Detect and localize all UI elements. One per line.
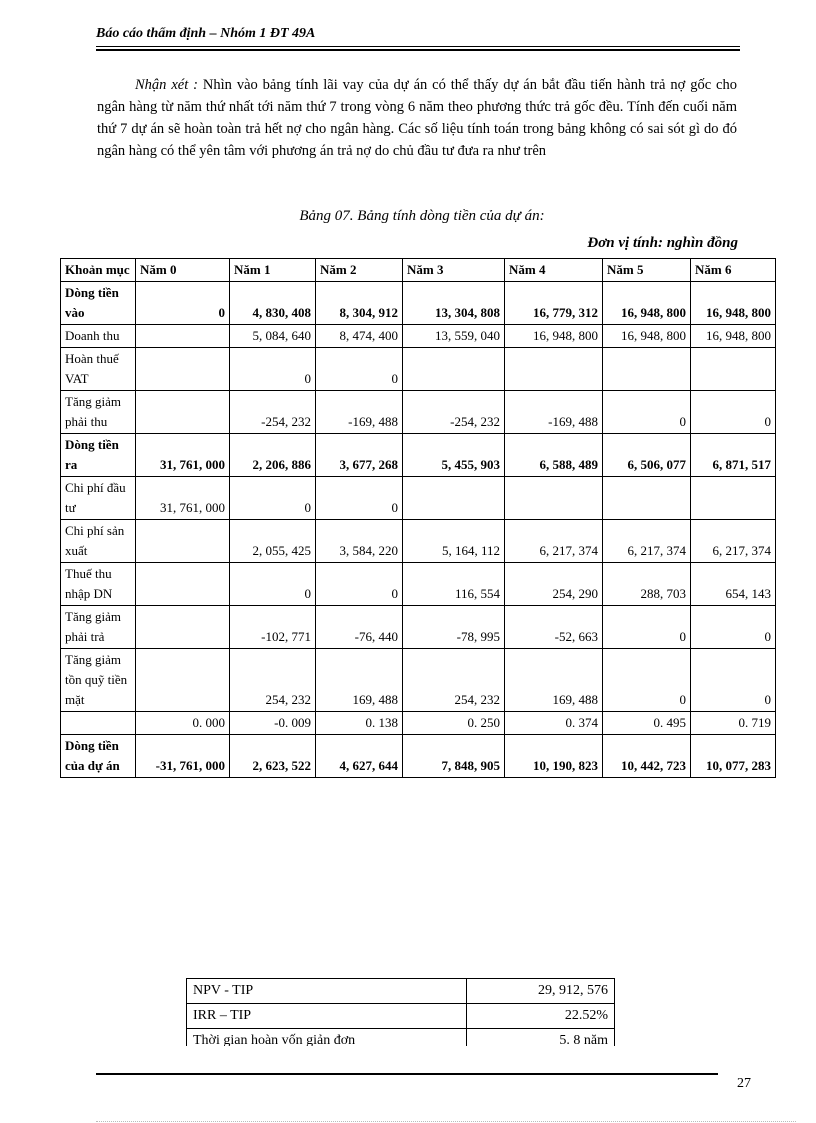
cell-value: 0. 250 [403, 712, 505, 735]
cell-value: 169, 488 [316, 649, 403, 712]
cell-value: 0. 719 [691, 712, 776, 735]
cell-value: 2, 206, 886 [230, 434, 316, 477]
column-header: Năm 3 [403, 259, 505, 282]
cell-value: 4, 627, 644 [316, 735, 403, 778]
cell-value [136, 649, 230, 712]
cell-value: -169, 488 [316, 391, 403, 434]
table-row [61, 325, 776, 348]
row-label [61, 712, 136, 735]
cell-value [603, 477, 691, 520]
cell-value: -102, 771 [230, 606, 316, 649]
column-header: Năm 1 [230, 259, 316, 282]
cell-value: 2, 055, 425 [230, 520, 316, 563]
header-rule-thick [96, 49, 740, 51]
cell-value: 3, 677, 268 [316, 434, 403, 477]
table-header-row [61, 259, 776, 282]
row-label: Dòng tiền vào [61, 282, 136, 325]
cell-value: 0 [316, 563, 403, 606]
summary-label: NPV - TIP [187, 979, 467, 1004]
cell-value: 0 [691, 606, 776, 649]
cell-value: 254, 290 [505, 563, 603, 606]
cell-value: 6, 871, 517 [691, 434, 776, 477]
cell-value: 0. 138 [316, 712, 403, 735]
table-row [61, 282, 776, 325]
cell-value: -0. 009 [230, 712, 316, 735]
table-row [61, 712, 776, 735]
cell-value: -169, 488 [505, 391, 603, 434]
page-bottom-border [96, 1121, 796, 1122]
cell-value: 0 [230, 563, 316, 606]
cell-value: -78, 995 [403, 606, 505, 649]
cell-value: 0. 495 [603, 712, 691, 735]
table-row [61, 391, 776, 434]
row-label: Chi phí đầu tư [61, 477, 136, 520]
row-label: Tăng giảm phải trả [61, 606, 136, 649]
column-header: Năm 6 [691, 259, 776, 282]
cell-value: 0 [230, 477, 316, 520]
comment-paragraph [97, 74, 737, 162]
cell-value: 6, 506, 077 [603, 434, 691, 477]
cell-value: 10, 077, 283 [691, 735, 776, 778]
cell-value: 0 [603, 606, 691, 649]
cell-value: 0 [603, 649, 691, 712]
comment-text: Nhìn vào bảng tính lãi vay của dự án có thể thấy dự án bắt đầu tiến hành trả nợ gốc cho ngân hàng từ năm thứ nhất tới năm thứ 7 trong vòng 6 năm theo phương thức trả gốc đều. Tính đến cuối năm thứ 7 dự án sẽ hoàn toàn trả hết nợ cho ngân hàng. Các số liệu tính toán trong bảng không có sai sót gì do đó ngân hàng có thể yên tâm với phương án trả nợ do chủ đầu tư đưa ra như trên [97, 77, 737, 159]
cell-value: 10, 190, 823 [505, 735, 603, 778]
cell-value: 0 [691, 391, 776, 434]
table-row [61, 434, 776, 477]
summary-table-wrapper [180, 970, 620, 1046]
comment-lead: Nhận xét : [135, 77, 198, 93]
cell-value [505, 477, 603, 520]
table-row [61, 348, 776, 391]
table-row [61, 563, 776, 606]
summary-label: IRR – TIP [187, 1004, 467, 1029]
table-row [61, 735, 776, 778]
summary-table [186, 978, 615, 1046]
cell-value [603, 348, 691, 391]
table-caption: Bảng 07. Bảng tính dòng tiền của dự án: [299, 208, 545, 224]
page-header: Báo cáo thẩm định – Nhóm 1 ĐT 49A [96, 26, 316, 41]
cell-value: 288, 703 [603, 563, 691, 606]
cell-value: 8, 304, 912 [316, 282, 403, 325]
cell-value: 0 [316, 477, 403, 520]
cell-value: 0. 374 [505, 712, 603, 735]
column-header: Năm 2 [316, 259, 403, 282]
cell-value [136, 563, 230, 606]
footer-rule [96, 1073, 718, 1075]
cell-value [691, 348, 776, 391]
cashflow-table [60, 258, 776, 778]
summary-value: 22.52% [467, 1004, 615, 1029]
cell-value: 0 [603, 391, 691, 434]
header-rule [96, 46, 740, 47]
column-header: Năm 4 [505, 259, 603, 282]
cell-value [403, 348, 505, 391]
cell-value [136, 606, 230, 649]
table-row [61, 649, 776, 712]
cell-value: 13, 559, 040 [403, 325, 505, 348]
cell-value [136, 348, 230, 391]
cell-value: 7, 848, 905 [403, 735, 505, 778]
cell-value: 16, 779, 312 [505, 282, 603, 325]
cell-value: 3, 584, 220 [316, 520, 403, 563]
row-label: Tăng giảm tồn quỹ tiền mặt [61, 649, 136, 712]
cell-value: 6, 217, 374 [505, 520, 603, 563]
cell-value: 6, 217, 374 [691, 520, 776, 563]
cell-value: 8, 474, 400 [316, 325, 403, 348]
cell-value: 5, 455, 903 [403, 434, 505, 477]
row-label: Tăng giảm phải thu [61, 391, 136, 434]
cell-value: 13, 304, 808 [403, 282, 505, 325]
column-header: Khoản mục [61, 259, 136, 282]
cell-value [136, 325, 230, 348]
cell-value: 16, 948, 800 [603, 282, 691, 325]
summary-row [187, 1029, 615, 1047]
unit-label: Đơn vị tính: nghìn đồng [587, 235, 738, 251]
cell-value [136, 391, 230, 434]
cell-value [403, 477, 505, 520]
cell-value: 16, 948, 800 [505, 325, 603, 348]
row-label: Hoàn thuế VAT [61, 348, 136, 391]
cell-value: 10, 442, 723 [603, 735, 691, 778]
cell-value: -76, 440 [316, 606, 403, 649]
cell-value: 654, 143 [691, 563, 776, 606]
table-row [61, 606, 776, 649]
cell-value: 0. 000 [136, 712, 230, 735]
cell-value: -52, 663 [505, 606, 603, 649]
cell-value: 16, 948, 800 [691, 325, 776, 348]
summary-value: 29, 912, 576 [467, 979, 615, 1004]
cell-value: -254, 232 [230, 391, 316, 434]
cell-value: 169, 488 [505, 649, 603, 712]
cell-value [691, 477, 776, 520]
cell-value: 2, 623, 522 [230, 735, 316, 778]
summary-label: Thời gian hoàn vốn giản đơn [187, 1029, 467, 1047]
summary-row [187, 979, 615, 1004]
row-label: Doanh thu [61, 325, 136, 348]
cell-value: 6, 217, 374 [603, 520, 691, 563]
cell-value: 0 [136, 282, 230, 325]
table-row [61, 477, 776, 520]
row-label: Dòng tiền của dự án [61, 735, 136, 778]
cell-value: -254, 232 [403, 391, 505, 434]
cell-value: 5, 084, 640 [230, 325, 316, 348]
cell-value: 0 [230, 348, 316, 391]
cell-value: -31, 761, 000 [136, 735, 230, 778]
cell-value: 16, 948, 800 [603, 325, 691, 348]
cell-value: 254, 232 [230, 649, 316, 712]
summary-row [187, 1004, 615, 1029]
cell-value [505, 348, 603, 391]
cell-value: 0 [316, 348, 403, 391]
row-label: Thuế thu nhập DN [61, 563, 136, 606]
table-row [61, 520, 776, 563]
cell-value [136, 520, 230, 563]
page-number: 27 [737, 1076, 751, 1091]
cell-value: 31, 761, 000 [136, 477, 230, 520]
cell-value: 31, 761, 000 [136, 434, 230, 477]
row-label: Chi phí sản xuất [61, 520, 136, 563]
cell-value: 16, 948, 800 [691, 282, 776, 325]
cell-value: 0 [691, 649, 776, 712]
row-label: Dòng tiền ra [61, 434, 136, 477]
column-header: Năm 0 [136, 259, 230, 282]
cell-value: 5, 164, 112 [403, 520, 505, 563]
cell-value: 116, 554 [403, 563, 505, 606]
cell-value: 254, 232 [403, 649, 505, 712]
cell-value: 6, 588, 489 [505, 434, 603, 477]
cell-value: 4, 830, 408 [230, 282, 316, 325]
summary-value: 5. 8 năm [467, 1029, 615, 1047]
column-header: Năm 5 [603, 259, 691, 282]
